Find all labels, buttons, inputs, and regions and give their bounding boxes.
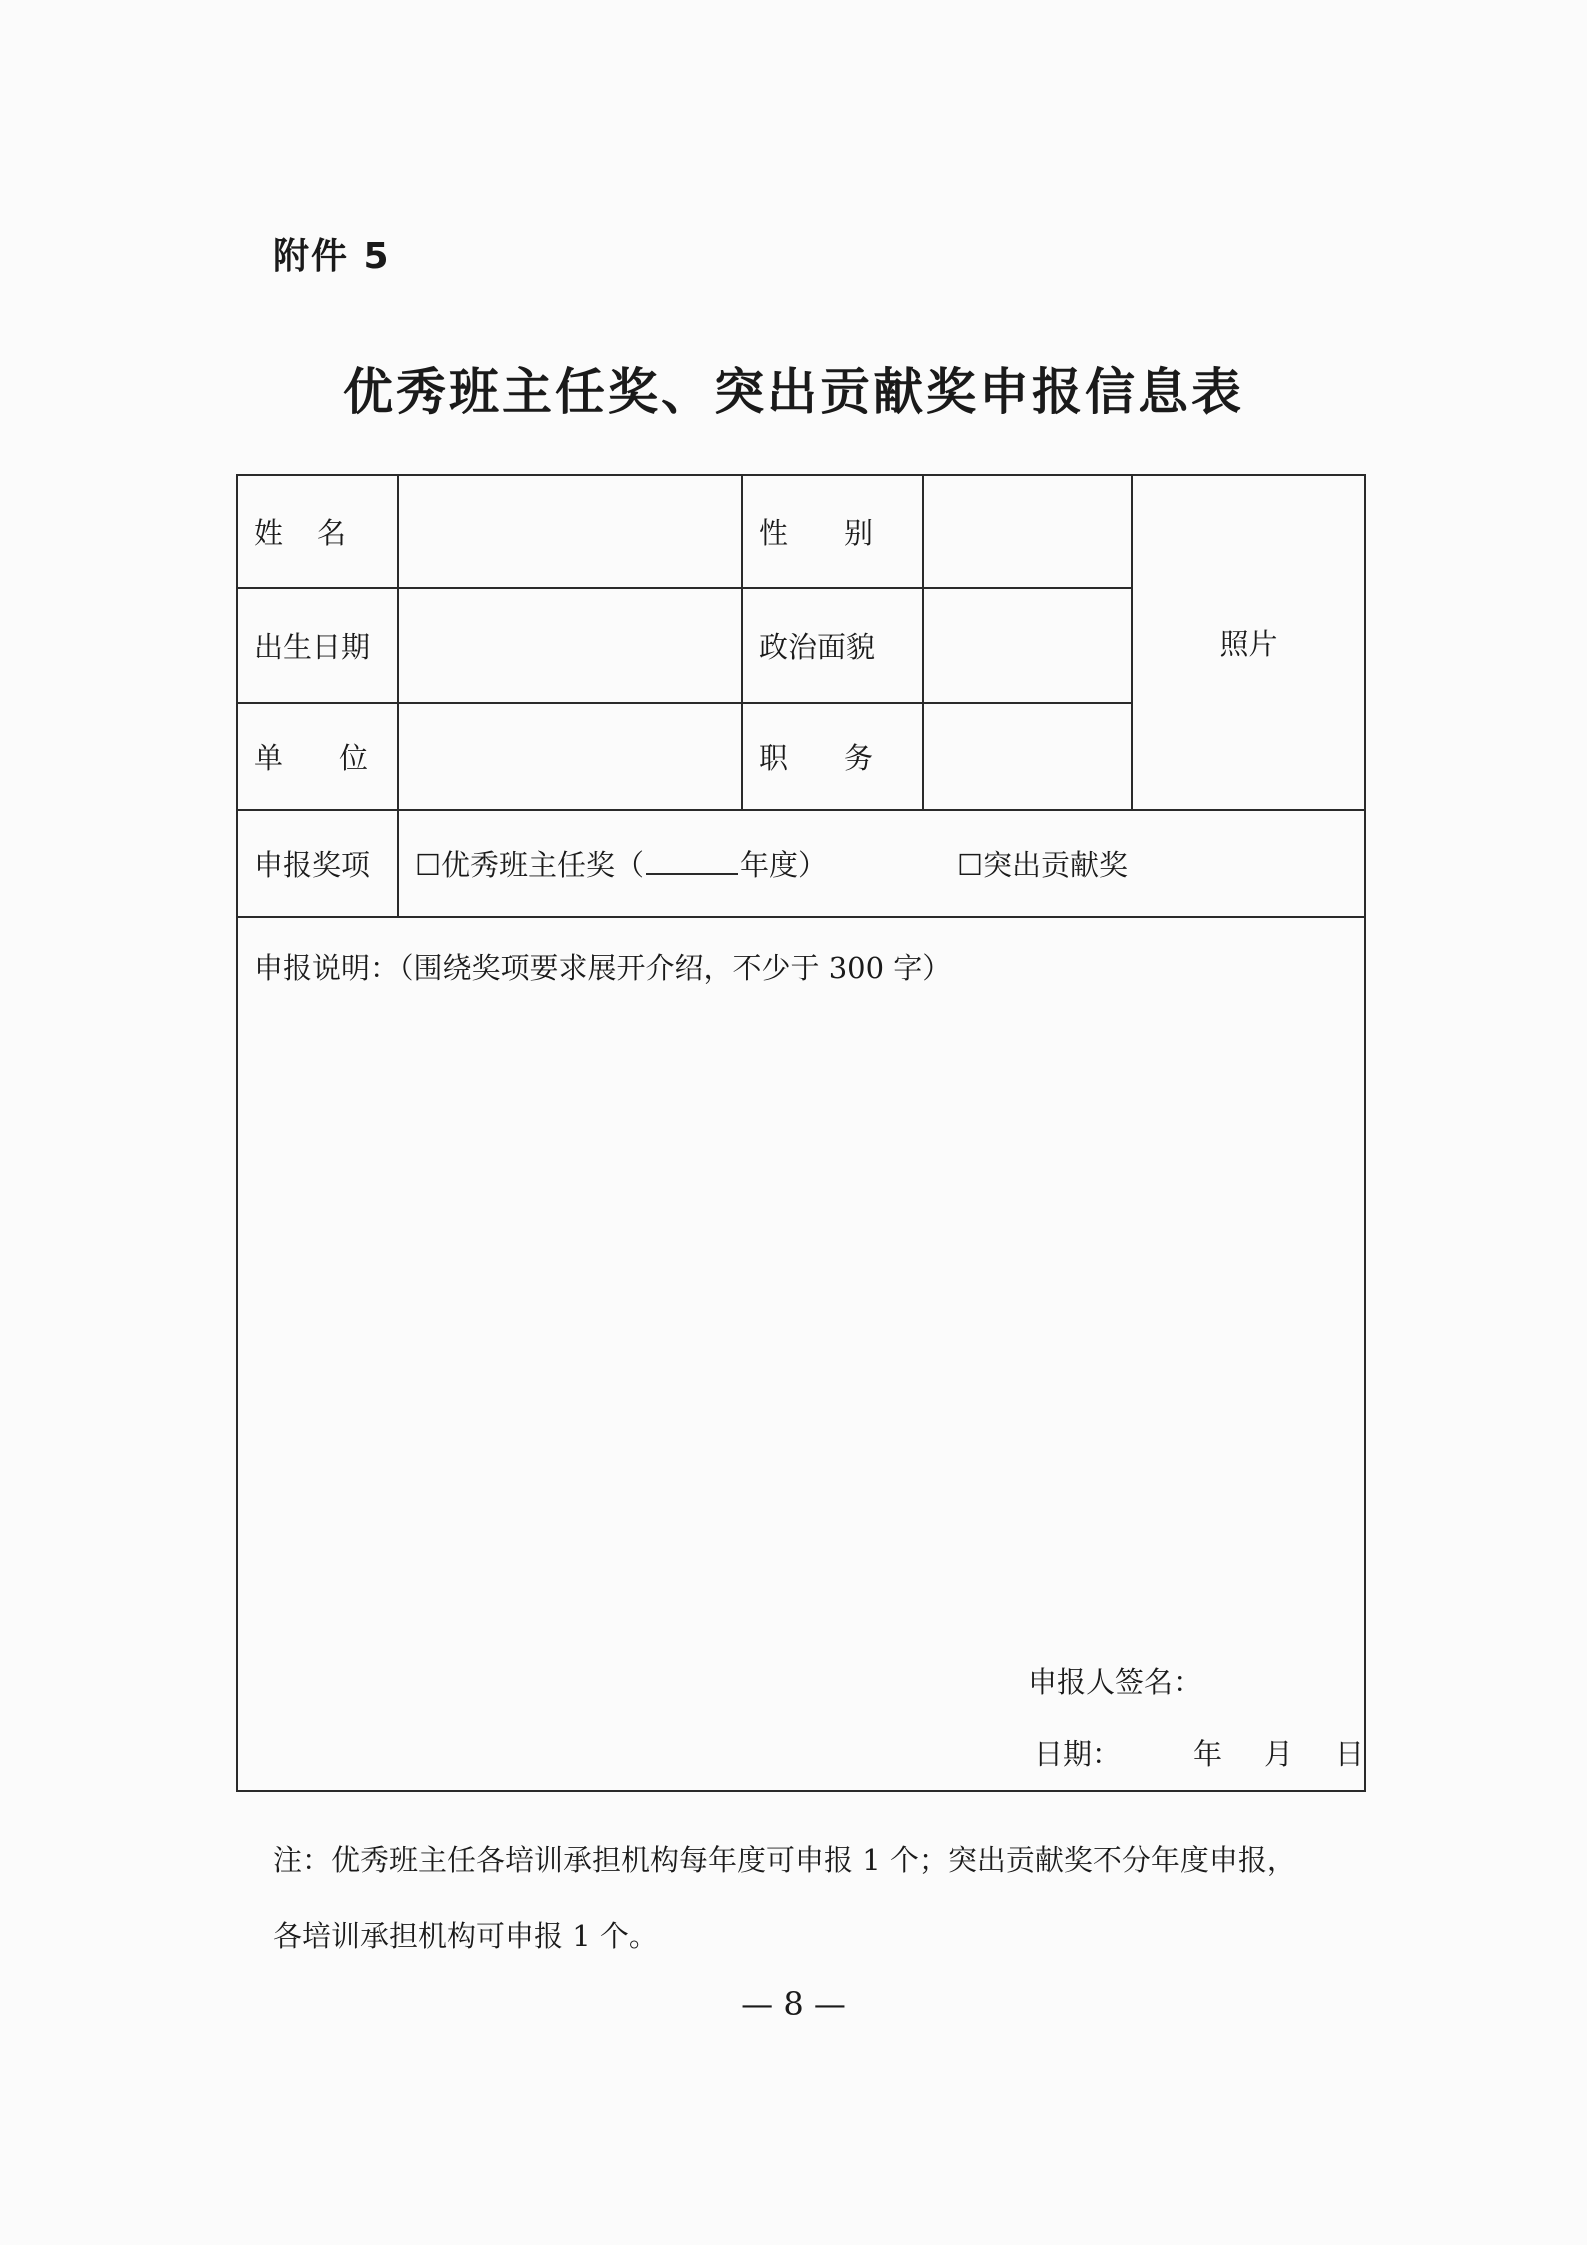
name-field[interactable] [398, 475, 742, 588]
year-label: 年 [1193, 1737, 1223, 1771]
outstanding-contribution-checkbox[interactable]: ☐突出贡献奖 [957, 848, 1129, 882]
gender-label: 性别 [742, 475, 923, 588]
photo-area[interactable] [1132, 475, 1365, 810]
description-area[interactable] [237, 917, 1365, 1791]
day-label: 日 [1335, 1737, 1365, 1771]
unit-field[interactable] [398, 703, 742, 810]
award-options [398, 810, 1365, 917]
political-status-label: 政治面貌 [742, 588, 923, 703]
description-label: 申报说明：（围绕奖项要求展开介绍，不少于 300 字） [254, 951, 952, 985]
unit-label: 单位 [237, 703, 398, 810]
award-type-label: 申报奖项 [237, 810, 398, 917]
date-label: 日期： [1034, 1737, 1122, 1771]
footnote-line-2: 各培训承担机构可申报 1 个。 [273, 1919, 658, 1953]
applicant-signature-label: 申报人签名： [1028, 1665, 1203, 1699]
application-form-table [236, 474, 1366, 1792]
document-title: 优秀班主任奖、突出贡献奖申报信息表 [343, 362, 1244, 421]
award-year-blank[interactable] [646, 851, 738, 875]
award-year-suffix: 年度） [740, 848, 828, 882]
attachment-label: 附件 5 [273, 236, 391, 277]
name-label: 姓名 [237, 475, 398, 588]
month-label: 月 [1264, 1737, 1294, 1771]
signature-date [1034, 1732, 1364, 1773]
photo-label: 照片 [1219, 627, 1278, 661]
political-status-field[interactable] [923, 588, 1132, 703]
page-number: — 8 — [741, 1985, 846, 2023]
outstanding-teacher-checkbox[interactable]: ☐优秀班主任奖（ [415, 848, 644, 882]
position-field[interactable] [923, 703, 1132, 810]
footnote-line-1: 注：优秀班主任各培训承担机构每年度可申报 1 个；突出贡献奖不分年度申报， [273, 1843, 1296, 1877]
footnote [273, 1822, 1363, 1974]
gender-field[interactable] [923, 475, 1132, 588]
birth-date-field[interactable] [398, 588, 742, 703]
position-label: 职务 [742, 703, 923, 810]
birth-date-label: 出生日期 [237, 588, 398, 703]
